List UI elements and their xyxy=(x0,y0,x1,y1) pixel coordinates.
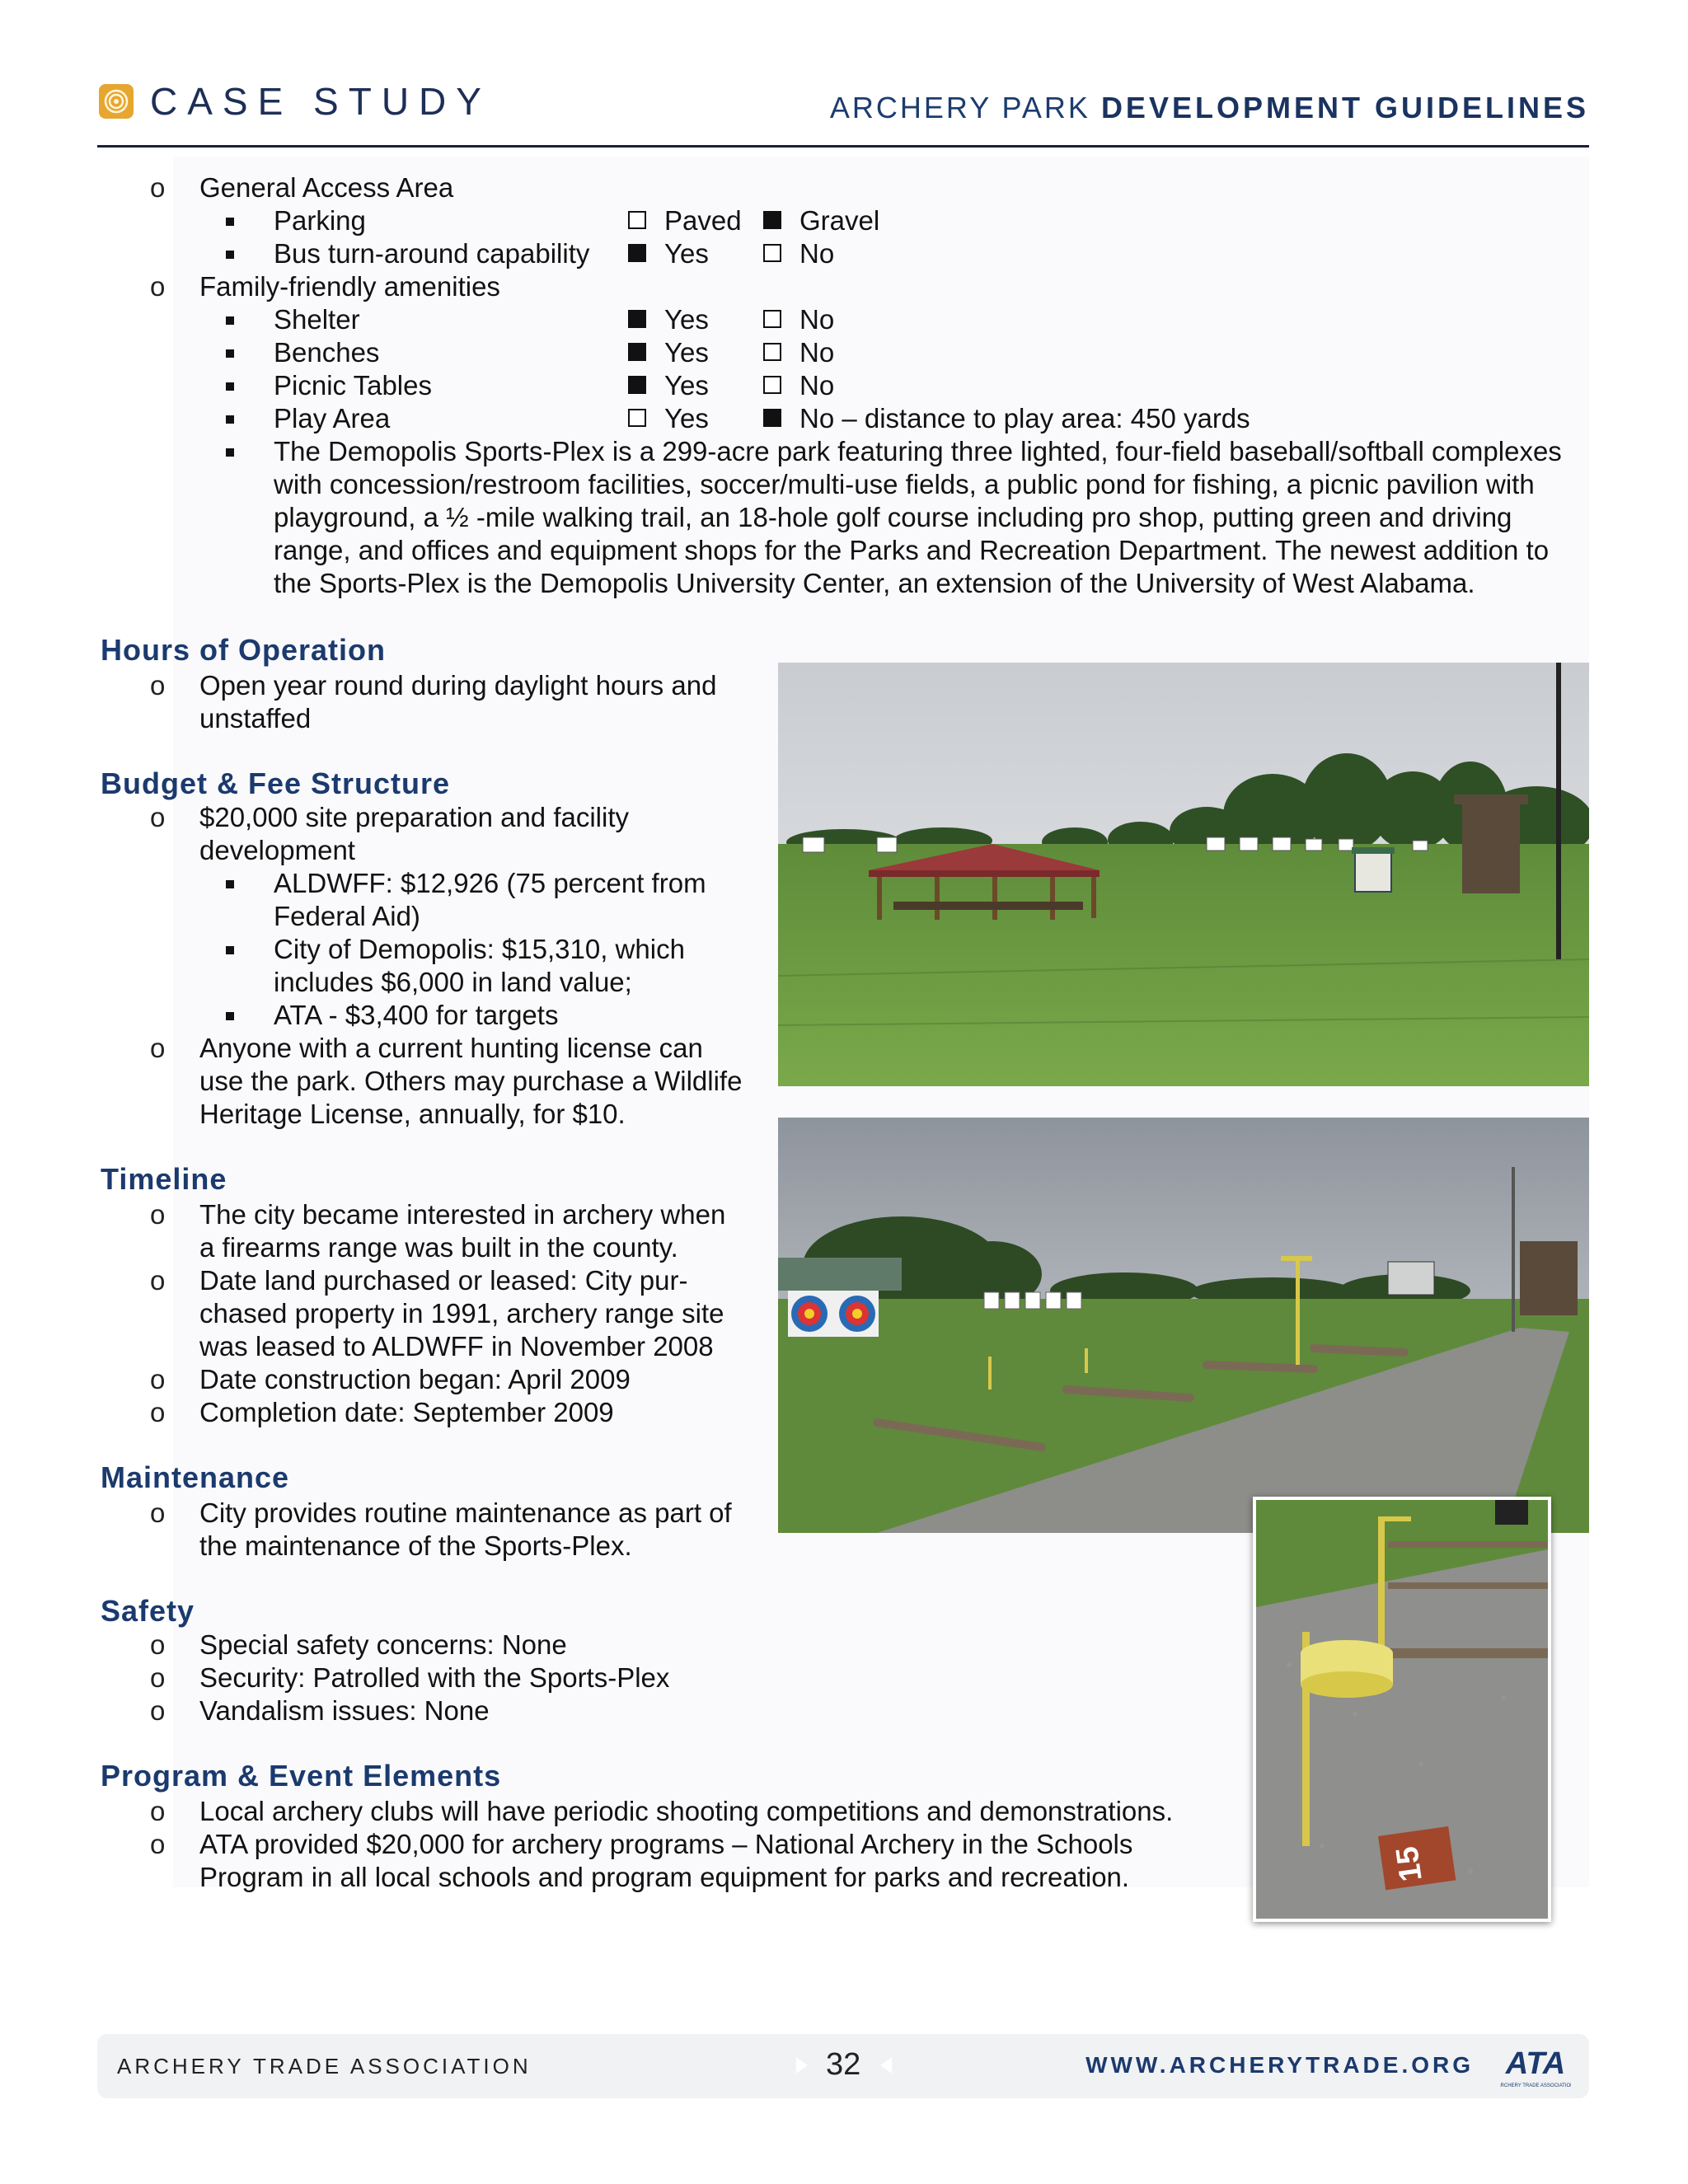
list-bullet: o xyxy=(150,1497,166,1528)
list-bullet xyxy=(226,251,234,259)
safety-heading: Safety xyxy=(101,1594,195,1628)
budget-sub-line: Federal Aid) xyxy=(274,901,420,931)
timeline-item-line: The city became interested in archery when xyxy=(199,1199,726,1230)
list-bullet: o xyxy=(150,1629,166,1660)
program-heading: Program & Event Elements xyxy=(101,1759,502,1793)
list-bullet: o xyxy=(150,1364,166,1394)
list-bullet xyxy=(226,349,234,358)
hours-item-line: Open year round during daylight hours and xyxy=(199,670,717,701)
budget-item-line: development xyxy=(199,835,355,865)
timeline-item-line: was leased to ALDWFF in November 2008 xyxy=(199,1331,714,1361)
list-bullet xyxy=(226,1012,234,1020)
page-footer xyxy=(97,2034,1589,2098)
ata-logo-text: ATA xyxy=(1505,2046,1566,2081)
benches-no-checkbox xyxy=(763,343,781,361)
list-bullet: o xyxy=(150,1796,166,1826)
list-bullet: o xyxy=(150,172,166,203)
range-photo xyxy=(778,1118,1589,1533)
header-left-title: CASE STUDY xyxy=(150,80,491,123)
program-item-line: ATA provided $20,000 for archery programs – National Archery in the Schools xyxy=(199,1829,1133,1859)
general-access-label: General Access Area xyxy=(199,172,454,203)
footer-url[interactable]: WWW.ARCHERYTRADE.ORG xyxy=(1085,2052,1474,2078)
shooting-station-photo xyxy=(1253,1497,1551,1922)
safety-item: Special safety concerns: None xyxy=(199,1629,567,1660)
timeline-item-line: Date construction began: April 2009 xyxy=(199,1364,631,1394)
bus-no-checkbox xyxy=(763,244,781,262)
shelter-yes-checkbox xyxy=(628,310,646,328)
picnic-yes-label: Yes xyxy=(664,370,709,401)
family-label: Family-friendly amenities xyxy=(199,271,500,302)
parking-gravel-label: Gravel xyxy=(799,205,880,236)
bus-yes-label: Yes xyxy=(664,238,709,269)
maintenance-item-line: City provides routine maintenance as part of xyxy=(199,1497,732,1528)
safety-item: Vandalism issues: None xyxy=(199,1695,490,1726)
timeline-item-line: chased property in 1991, archery range site xyxy=(199,1298,724,1329)
footer-page-number: 32 xyxy=(826,2047,861,2082)
list-bullet xyxy=(226,448,234,457)
list-bullet: o xyxy=(150,1199,166,1230)
bus-label: Bus turn-around capability xyxy=(274,238,590,269)
budget-item-line: use the park. Others may purchase a Wildlife xyxy=(199,1066,743,1096)
parking-paved-checkbox xyxy=(628,211,646,229)
list-bullet xyxy=(226,415,234,424)
budget-item-line: Heritage License, annually, for $10. xyxy=(199,1099,626,1129)
hours-item-line: unstaffed xyxy=(199,703,312,733)
header-rule xyxy=(97,145,1589,148)
pavilion-photo xyxy=(778,663,1589,1086)
list-bullet: o xyxy=(150,1829,166,1859)
header-right-light: ARCHERY PARK xyxy=(829,91,1090,124)
budget-item-line: $20,000 site preparation and facility xyxy=(199,802,630,832)
header-right-title xyxy=(830,91,1589,125)
play-no-checkbox xyxy=(763,409,781,427)
picnic-label: Picnic Tables xyxy=(274,370,432,401)
sportsplex-line: The Demopolis Sports-Plex is a 299-acre park featuring three lighted, four-field baseball/softball complexes xyxy=(274,436,1562,466)
budget-item-line: Anyone with a current hunting license can xyxy=(199,1033,703,1063)
list-bullet: o xyxy=(150,1033,166,1063)
picnic-yes-checkbox xyxy=(628,376,646,394)
list-bullet: o xyxy=(150,1695,166,1726)
case-study-logo-icon xyxy=(99,84,134,119)
benches-yes-checkbox xyxy=(628,343,646,361)
sportsplex-line: with concession/restroom facilities, soccer/multi-use fields, a public pond for fishing, a picnic pavilion with xyxy=(274,469,1535,499)
benches-label: Benches xyxy=(274,337,380,368)
maintenance-heading: Maintenance xyxy=(101,1460,290,1494)
list-bullet: o xyxy=(150,1662,166,1693)
timeline-heading: Timeline xyxy=(101,1162,227,1196)
sportsplex-line: playground, a ½ -mile walking trail, an 18-hole golf course including pro shop, putting green and driving xyxy=(274,502,1512,532)
bus-yes-checkbox xyxy=(628,244,646,262)
shelter-yes-label: Yes xyxy=(664,304,709,335)
picnic-no-checkbox xyxy=(763,376,781,394)
timeline-item-line: a firearms range was built in the county. xyxy=(199,1232,678,1263)
parking-gravel-checkbox xyxy=(763,211,781,229)
program-item-line: Local archery clubs will have periodic shooting competitions and demonstrations. xyxy=(199,1796,1174,1826)
program-item-line: Program in all local schools and program equipment for parks and recreation. xyxy=(199,1862,1130,1892)
budget-sub-line: ATA - $3,400 for targets xyxy=(274,1000,559,1030)
budget-sub-line: ALDWFF: $12,926 (75 percent from xyxy=(274,868,706,898)
shelter-label: Shelter xyxy=(274,304,360,335)
sportsplex-line: the Sports-Plex is the Demopolis University Center, an extension of the University of West Alabama. xyxy=(274,568,1475,598)
bus-no-label: No xyxy=(799,238,835,269)
budget-heading: Budget & Fee Structure xyxy=(101,766,451,800)
list-bullet xyxy=(226,382,234,391)
shelter-no-checkbox xyxy=(763,310,781,328)
footer-arrow-left-icon xyxy=(880,2057,892,2074)
page-header xyxy=(97,76,1589,147)
ata-logo-icon xyxy=(1500,2044,1571,2092)
parking-label: Parking xyxy=(274,205,366,236)
list-bullet: o xyxy=(150,802,166,832)
budget-sub-line: City of Demopolis: $15,310, which xyxy=(274,934,685,964)
play-yes-checkbox xyxy=(628,409,646,427)
maintenance-item-line: the maintenance of the Sports-Plex. xyxy=(199,1530,632,1561)
sportsplex-line: range, and offices and equipment shops for the Parks and Recreation Department. The newest addition to xyxy=(274,535,1550,565)
station-marker-label: 15 xyxy=(1390,1844,1429,1884)
picnic-no-label: No xyxy=(799,370,835,401)
list-bullet: o xyxy=(150,1265,166,1296)
list-bullet: o xyxy=(150,670,166,701)
parking-paved-label: Paved xyxy=(664,205,742,236)
footer-arrow-right-icon xyxy=(796,2057,808,2074)
play-yes-label: Yes xyxy=(664,403,709,434)
play-label: Play Area xyxy=(274,403,391,434)
play-no-label: No – distance to play area: 450 yards xyxy=(799,403,1250,434)
shelter-no-label: No xyxy=(799,304,835,335)
timeline-item-line: Date land purchased or leased: City pur- xyxy=(199,1265,688,1296)
list-bullet: o xyxy=(150,1397,166,1427)
safety-item: Security: Patrolled with the Sports-Plex xyxy=(199,1662,670,1693)
timeline-item-line: Completion date: September 2009 xyxy=(199,1397,614,1427)
list-bullet xyxy=(226,946,234,954)
header-right-bold: DEVELOPMENT GUIDELINES xyxy=(1100,91,1589,124)
hours-heading: Hours of Operation xyxy=(101,633,387,667)
list-bullet xyxy=(226,218,234,226)
budget-sub-line: includes $6,000 in land value; xyxy=(274,967,632,997)
benches-yes-label: Yes xyxy=(664,337,709,368)
list-bullet: o xyxy=(150,271,166,302)
ata-logo-subtext: ARCHERY TRADE ASSOCIATION xyxy=(1500,2083,1571,2088)
list-bullet xyxy=(226,880,234,888)
benches-no-label: No xyxy=(799,337,835,368)
footer-org: ARCHERY TRADE ASSOCIATION xyxy=(117,2054,532,2079)
list-bullet xyxy=(226,316,234,325)
